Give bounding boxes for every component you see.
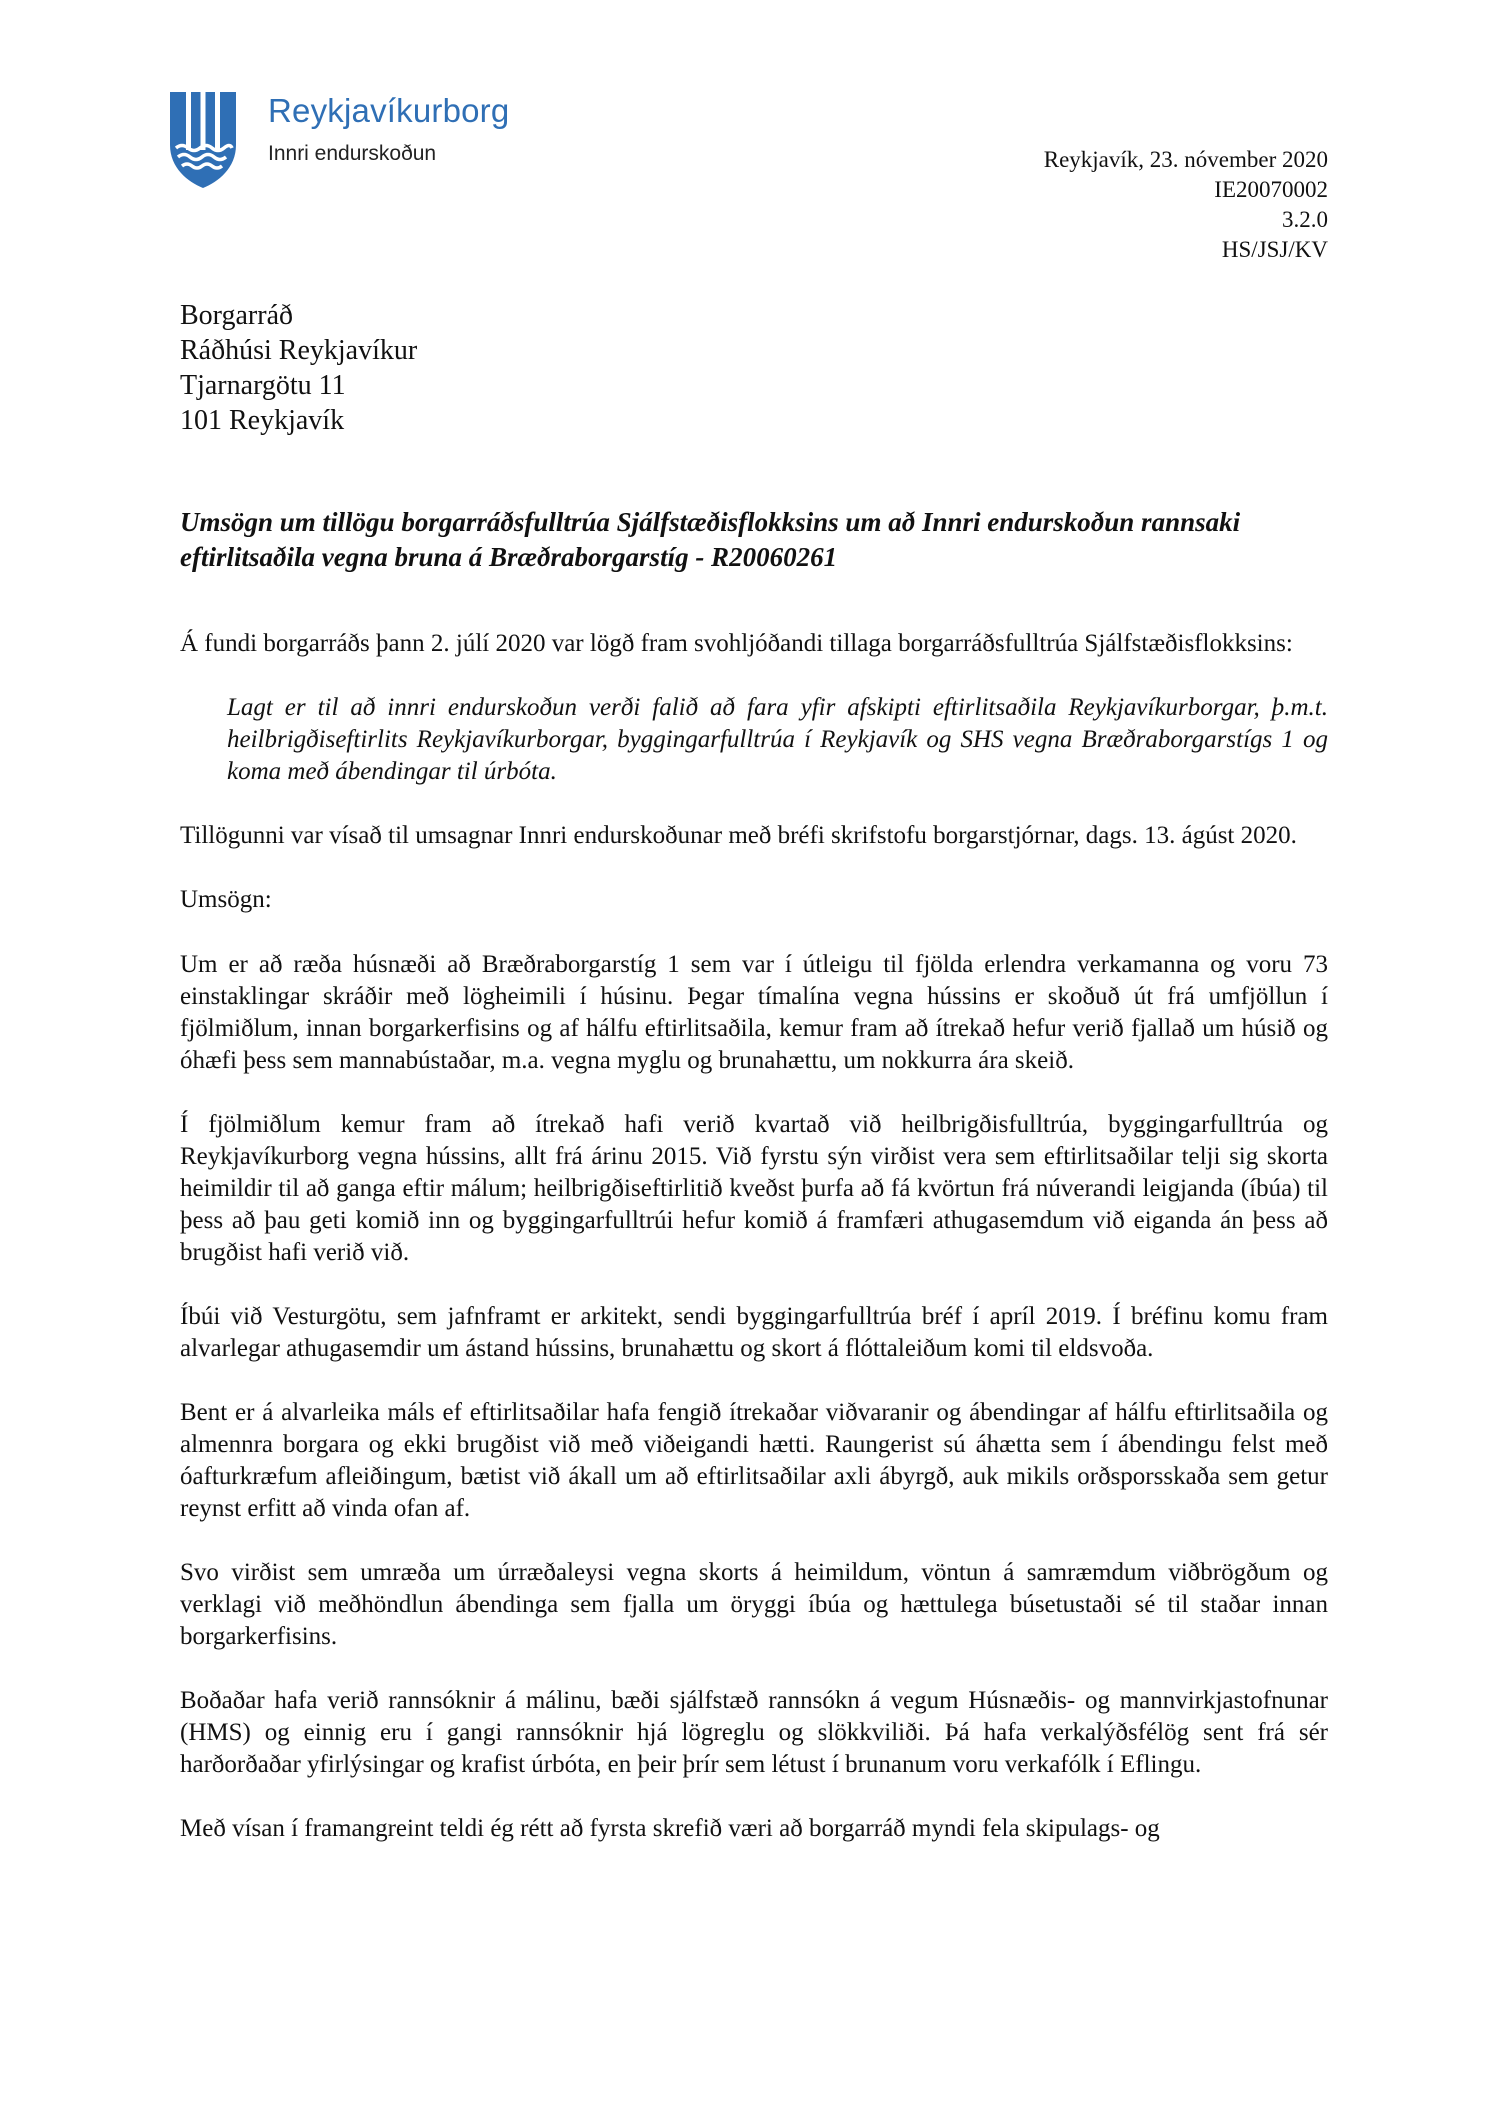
logo <box>168 90 508 195</box>
paragraph-4: Bent er á alvarleika máls ef eftirlitsaðilar hafa fengið ítrekaðar viðvaranir og ábendingar af hálfu eftirlitsaðila og almennra borgara og ekki brugðist við með viðeigandi hætti. Raungerist sú áhætta sem í ábendingu felst með óafturkræfum afleiðingum, bætist við ákall um að eftirlitsaðilar axli ábyrgð, auk mikils orðsporsskaða sem getur reynst erfitt að vinda ofan af. <box>180 1399 1328 1522</box>
paragraph-3: Íbúi við Vesturgötu, sem jafnframt er arkitekt, sendi byggingarfulltrúa bréf í apríl 2019. Í bréfinu komu fram alvarlegar athugasemdir um ástand hússins, brunahættu og skort á flóttaleiðum komi til eldsvoða. <box>180 1303 1328 1362</box>
recipient-address <box>180 298 417 438</box>
initials: HS/JSJ/KV <box>1221 237 1328 262</box>
paragraph-5: Svo virðist sem umræða um úrræðaleysi vegna skorts á heimildum, vöntun á samræmdum viðbrögðum og verklagi við meðhöndlun ábendinga sem fjalla um öryggi íbúa og hættulega búsetustaði sé til staðar innan borgarkerfisins. <box>180 1559 1328 1650</box>
recipient-city: 101 Reykjavík <box>180 405 345 436</box>
reference-block <box>1044 145 1328 265</box>
place-date: Reykjavík, 23. nóvember 2020 <box>1043 147 1328 172</box>
paragraph-6: Boðaðar hafa verið rannsóknir á málinu, bæði sjálfstæð rannsókn á vegum Húsnæðis- og mannvirkjastofnunar (HMS) og einnig eru í gangi rannsóknir hjá lögreglu og slökkviliði. Þá hafa verkalýðsfélög sent frá sér harðorðaðar yfirlýsingar og krafist úrbóta, en þeir þrír sem létust í brunanum voru verkafólk í Eflingu. <box>180 1687 1328 1778</box>
recipient-street: Tjarnargötu 11 <box>180 370 346 401</box>
letter-body <box>180 628 1328 1877</box>
review-heading: Umsögn: <box>180 886 272 913</box>
recipient-building: Ráðhúsi Reykjavíkur <box>180 335 418 366</box>
paragraph-1: Um er að ræða húsnæði að Bræðraborgarstíg 1 sem var í útleigu til fjölda erlendra verkamanna og voru 73 einstaklingar skráðir með lögheimili í húsinu. Þegar tímalína vegna hússins er skoðuð út frá umfjöllun í fjölmiðlum, innan borgarkerfisins og af hálfu eftirlitsaðila, kemur fram að ítrekað hefur verið fjallað um húsið og óhæfi þess sem mannabústaðar, m.a. vegna myglu og brunahættu, um nokkurra ára skeið. <box>180 951 1328 1074</box>
city-shield-icon <box>168 90 238 190</box>
intro-paragraph: Á fundi borgarráðs þann 2. júlí 2020 var lögð fram svohljóðandi tillaga borgarráðsfulltrúa Sjálfstæðisflokksins: <box>180 630 1293 657</box>
proposal-quote: Lagt er til að innri endurskoðun verði falið að fara yfir afskipti eftirlitsaðila Reykjavíkurborgar, þ.m.t. heilbrigðiseftirlits Reykjavíkurborgar, byggingarfulltrúa í Reykjavík og SHS vegna Bræðraborgarstígs 1 og koma með ábendingar til úrbóta. <box>227 694 1328 785</box>
logo-subtitle: Innri endurskoðun <box>268 142 437 165</box>
file-code: 3.2.0 <box>1282 207 1328 232</box>
letter-subject: Umsögn um tillögu borgarráðsfulltrúa Sjálfstæðisflokksins um að Innri endurskoðun rannsaki eftirlitsaðila vegna bruna á Bræðraborgarstíg - R20060261 <box>180 507 1241 572</box>
paragraph-2: Í fjölmiðlum kemur fram að ítrekað hafi verið kvartað við heilbrigðisfulltrúa, byggingarfulltrúa og Reykjavíkurborg vegna hússins, allt frá árinu 2015. Við fyrstu sýn virðist vera sem eftirlitsaðilar telji sig skorta heimildir til að ganga eftir málum; heilbrigðiseftirlitið kveðst þurfa að fá kvörtun frá núverandi leigjanda (íbúa) til þess að þau geti komið inn og byggingarfulltrúi hefur komið á framfæri athugasemdum við eiganda án þess að brugðist hafi verið við. <box>180 1111 1328 1266</box>
recipient-name: Borgarráð <box>180 300 293 331</box>
referral-paragraph: Tillögunni var vísað til umsagnar Innri endurskoðunar með bréfi skrifstofu borgarstjórnar, dags. 13. ágúst 2020. <box>180 822 1297 849</box>
case-number: IE20070002 <box>1214 177 1328 202</box>
paragraph-7: Með vísan í framangreint teldi ég rétt að fyrsta skrefið væri að borgarráð myndi fela skipulags- og <box>180 1815 1160 1842</box>
logo-name: Reykjavíkurborg <box>268 92 510 129</box>
